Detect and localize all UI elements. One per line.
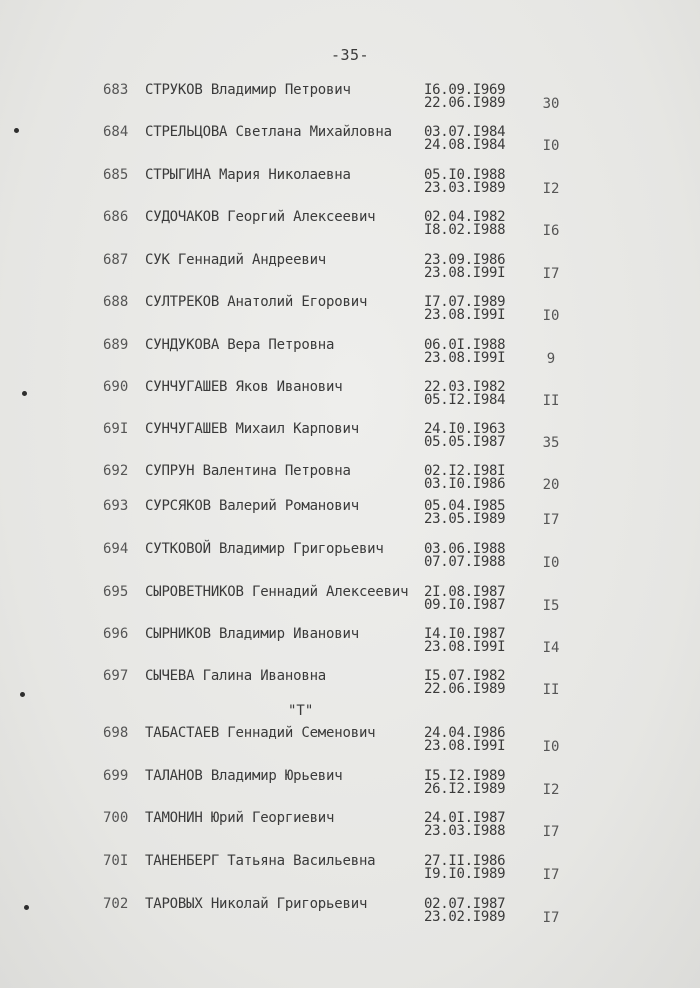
entry-date-end: 05.05.I987 [424, 434, 506, 450]
list-row [0, 853, 700, 893]
entry-date-start: 05.I0.I988 [424, 167, 506, 183]
entry-number: 688 [103, 294, 129, 310]
entry-value: I0 [542, 138, 560, 154]
entry-date-start: 02.04.I982 [424, 209, 506, 225]
entry-date-end: 23.08.I99I [424, 639, 506, 655]
entry-number: 692 [103, 463, 129, 479]
list-row [0, 167, 700, 207]
entry-value: I0 [542, 308, 560, 324]
entry-name: ТАНЕНБЕРГ Татьяна Васильевна [145, 853, 376, 869]
entry-date-start: 23.09.I986 [424, 252, 506, 268]
entry-value: I7 [542, 910, 560, 926]
entry-name: СЫРОВЕТНИКОВ Геннадий Алексеевич [145, 584, 409, 600]
entry-number: 683 [103, 82, 129, 98]
entry-date-end: 23.02.I989 [424, 909, 506, 925]
entry-date-start: 27.II.I986 [424, 853, 506, 869]
entry-name: СУНЧУГАШЕВ Михаил Карпович [145, 421, 359, 437]
entry-date-start: 2I.08.I987 [424, 584, 506, 600]
entry-name: ТАМОНИН Юрий Георгиевич [145, 810, 335, 826]
punch-hole-mark [22, 391, 27, 396]
entry-number: 697 [103, 668, 129, 684]
page-number: -35- [330, 46, 370, 64]
entry-date-end: 07.07.I988 [424, 554, 506, 570]
entry-number: 70I [103, 853, 129, 869]
entry-name: СУЛТРЕКОВ Анатолий Егорович [145, 294, 368, 310]
entry-value: 9 [546, 351, 556, 367]
list-row [0, 896, 700, 936]
entry-name: СЫРНИКОВ Владимир Иванович [145, 626, 359, 642]
list-row [0, 337, 700, 377]
entry-date-end: 26.I2.I989 [424, 781, 506, 797]
entry-date-start: I6.09.I969 [424, 82, 506, 98]
entry-date-start: 06.0I.I988 [424, 337, 506, 353]
entry-date-start: I4.I0.I987 [424, 626, 506, 642]
entry-number: 698 [103, 725, 129, 741]
entry-date-end: 03.I0.I986 [424, 476, 506, 492]
entry-number: 699 [103, 768, 129, 784]
entry-name: ТАЛАНОВ Владимир Юрьевич [145, 768, 343, 784]
entry-number: 696 [103, 626, 129, 642]
entry-date-end: I8.02.I988 [424, 222, 506, 238]
list-row [0, 379, 700, 419]
entry-date-end: 22.06.I989 [424, 681, 506, 697]
entry-date-start: I5.07.I982 [424, 668, 506, 684]
list-row [0, 294, 700, 334]
entry-value: I7 [542, 512, 560, 528]
entry-value: I2 [542, 181, 560, 197]
entry-value: I2 [542, 782, 560, 798]
entry-number: 695 [103, 584, 129, 600]
entry-value: 30 [542, 96, 560, 112]
entry-name: СУНДУКОВА Вера Петровна [145, 337, 335, 353]
entry-date-end: 23.05.I989 [424, 511, 506, 527]
entry-date-start: 24.0I.I987 [424, 810, 506, 826]
entry-number: 687 [103, 252, 129, 268]
entry-number: 690 [103, 379, 129, 395]
entry-date-end: 22.06.I989 [424, 95, 506, 111]
entry-date-start: 24.04.I986 [424, 725, 506, 741]
list-row [0, 498, 700, 538]
entry-value: I7 [542, 266, 560, 282]
list-row [0, 541, 700, 581]
entry-date-start: I7.07.I989 [424, 294, 506, 310]
list-row [0, 209, 700, 249]
entry-name: СУПРУН Валентина Петровна [145, 463, 351, 479]
entry-name: СТРЫГИНА Мария Николаевна [145, 167, 351, 183]
entry-value: II [542, 682, 560, 698]
entry-name: СУНЧУГАШЕВ Яков Иванович [145, 379, 343, 395]
entry-number: 69I [103, 421, 129, 437]
list-row [0, 668, 700, 708]
entry-date-end: 23.08.I99I [424, 350, 506, 366]
entry-value: I5 [542, 598, 560, 614]
entry-date-end: 23.08.I99I [424, 738, 506, 754]
list-row [0, 626, 700, 666]
punch-hole-mark [24, 905, 29, 910]
punch-hole-mark [20, 692, 25, 697]
entry-number: 684 [103, 124, 129, 140]
punch-hole-mark [14, 128, 19, 133]
list-row [0, 252, 700, 292]
list-row [0, 584, 700, 624]
entry-name: СТРУКОВ Владимир Петрович [145, 82, 351, 98]
entry-number: 686 [103, 209, 129, 225]
entry-name: СУРСЯКОВ Валерий Романович [145, 498, 359, 514]
list-row [0, 810, 700, 850]
entry-name: СУТКОВОЙ Владимир Григорьевич [145, 541, 384, 557]
entry-number: 694 [103, 541, 129, 557]
list-row [0, 124, 700, 164]
entry-value: I0 [542, 739, 560, 755]
list-row [0, 421, 700, 461]
entry-name: СУДОЧАКОВ Георгий Алексеевич [145, 209, 376, 225]
entry-date-end: 23.08.I99I [424, 307, 506, 323]
entry-date-end: 09.I0.I987 [424, 597, 506, 613]
entry-number: 685 [103, 167, 129, 183]
entry-date-end: 23.08.I99I [424, 265, 506, 281]
entry-name: ТАРОВЫХ Николай Григорьевич [145, 896, 368, 912]
list-row [0, 82, 700, 122]
entry-name: СЫЧЕВА Галина Ивановна [145, 668, 327, 684]
entry-value: 20 [542, 477, 560, 493]
entry-value: I7 [542, 867, 560, 883]
entry-date-start: 02.07.I987 [424, 896, 506, 912]
entry-number: 689 [103, 337, 129, 353]
entry-number: 700 [103, 810, 129, 826]
entry-name: ТАБАСТАЕВ Геннадий Семенович [145, 725, 376, 741]
entry-date-start: 24.I0.I963 [424, 421, 506, 437]
section-heading: "Т" [288, 703, 314, 719]
entry-date-end: 24.08.I984 [424, 137, 506, 153]
entry-value: I4 [542, 640, 560, 656]
list-row [0, 463, 700, 503]
list-row [0, 725, 700, 765]
entry-value: II [542, 393, 560, 409]
entry-value: I0 [542, 555, 560, 571]
entry-date-end: 23.03.I988 [424, 823, 506, 839]
entry-date-start: 22.03.I982 [424, 379, 506, 395]
entry-name: СТРЕЛЬЦОВА Светлана Михайловна [145, 124, 392, 140]
entry-date-start: 05.04.I985 [424, 498, 506, 514]
entry-date-end: 23.03.I989 [424, 180, 506, 196]
entry-value: 35 [542, 435, 560, 451]
entry-date-start: I5.I2.I989 [424, 768, 506, 784]
entry-date-start: 02.I2.I98I [424, 463, 506, 479]
entry-date-end: 05.I2.I984 [424, 392, 506, 408]
entry-value: I7 [542, 824, 560, 840]
entry-date-start: 03.07.I984 [424, 124, 506, 140]
entry-number: 702 [103, 896, 129, 912]
entry-date-end: I9.I0.I989 [424, 866, 506, 882]
entry-name: СУК Геннадий Андреевич [145, 252, 327, 268]
entry-date-start: 03.06.I988 [424, 541, 506, 557]
entry-value: I6 [542, 223, 560, 239]
entry-number: 693 [103, 498, 129, 514]
list-row [0, 768, 700, 808]
